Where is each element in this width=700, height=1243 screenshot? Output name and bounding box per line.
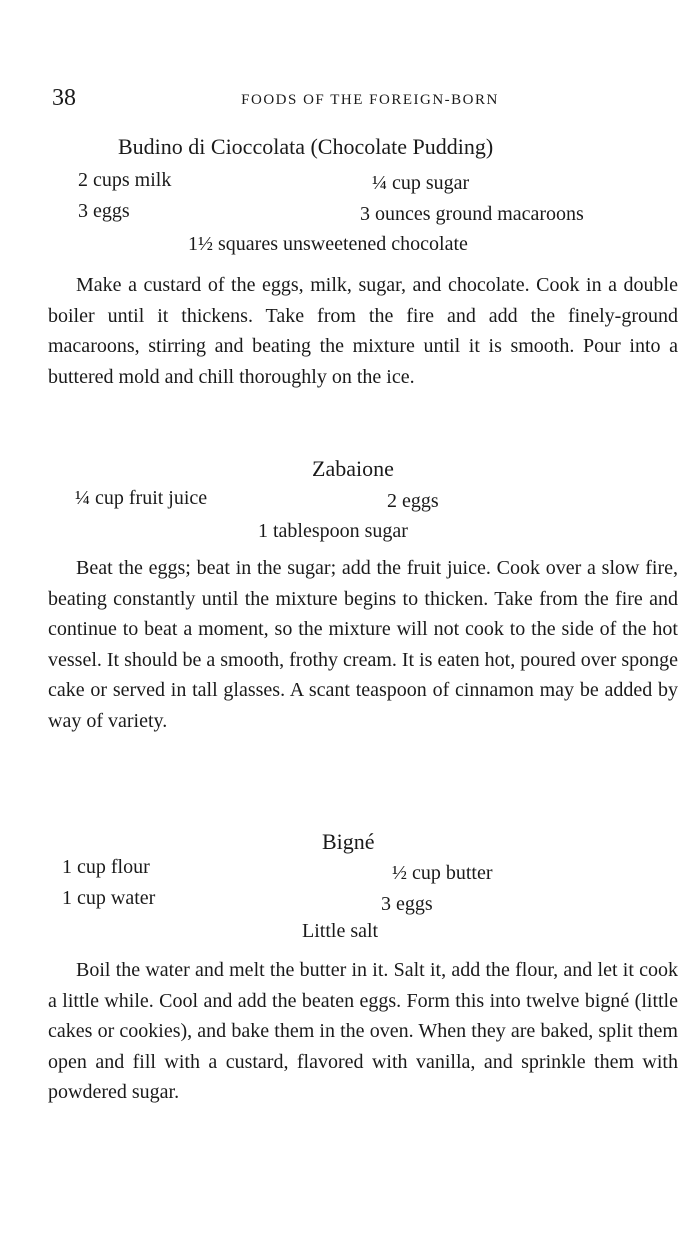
recipe-title: Zabaione: [312, 456, 394, 481]
method-text: Make a custard of the eggs, milk, sugar, and chocolate. Cook in a double boiler until it thickens. Take from the fire and add the finely-ground macaroons, stirring and beating the mixture until it is smooth. Pour into a buttered mold and chill thoroughly on the ice.: [48, 274, 678, 388]
method-text: Beat the eggs; beat in the sugar; add the fruit juice. Cook over a slow fire, beating constantly until the mixture begins to thicken. Take from the fire and continue to beat a moment, so the mixture will not cook to the side of the hot vessel. It should be a smooth, frothy cream. It is eaten hot, poured over sponge cake or served in tall glasses. A scant teaspoon of cinnamon may be added by way of variety.: [48, 557, 678, 732]
ingredient: ¼ cup fruit juice: [75, 487, 208, 509]
ingredient: 3 eggs: [78, 200, 130, 222]
ingredient: 1½ squares unsweetened chocolate: [188, 233, 468, 255]
ingredient: ¼ cup sugar: [372, 172, 470, 194]
ingredient: 1 tablespoon sugar: [258, 520, 408, 542]
ingredient: 1 cup flour: [62, 856, 150, 878]
recipe-method: [48, 955, 678, 1108]
method-text: Boil the water and melt the butter in it. Salt it, add the flour, and let it cook a little while. Cool and add the beaten eggs. Form this into twelve bigné (little cakes or cookies), and bake them in the oven. When they are baked, split them open and fill with a custard, flavored with vanilla, and sprinkle them with powdered sugar.: [48, 959, 678, 1103]
ingredient: 2 cups milk: [78, 169, 172, 191]
ingredient: Little salt: [302, 920, 379, 942]
ingredient: 3 eggs: [381, 893, 433, 915]
running-head: FOODS OF THE FOREIGN-BORN: [241, 92, 499, 108]
ingredient: ½ cup butter: [392, 862, 493, 884]
recipe-title: Budino di Cioccolata (Chocolate Pudding): [118, 134, 494, 159]
recipe-method: [48, 553, 678, 736]
ingredient: 1 cup water: [62, 887, 156, 909]
ingredient: 3 ounces ground macaroons: [360, 203, 584, 225]
ingredient: 2 eggs: [387, 490, 439, 512]
page-number: 38: [52, 85, 76, 111]
recipe-method: [48, 270, 678, 392]
recipe-title: Bigné: [322, 829, 375, 854]
